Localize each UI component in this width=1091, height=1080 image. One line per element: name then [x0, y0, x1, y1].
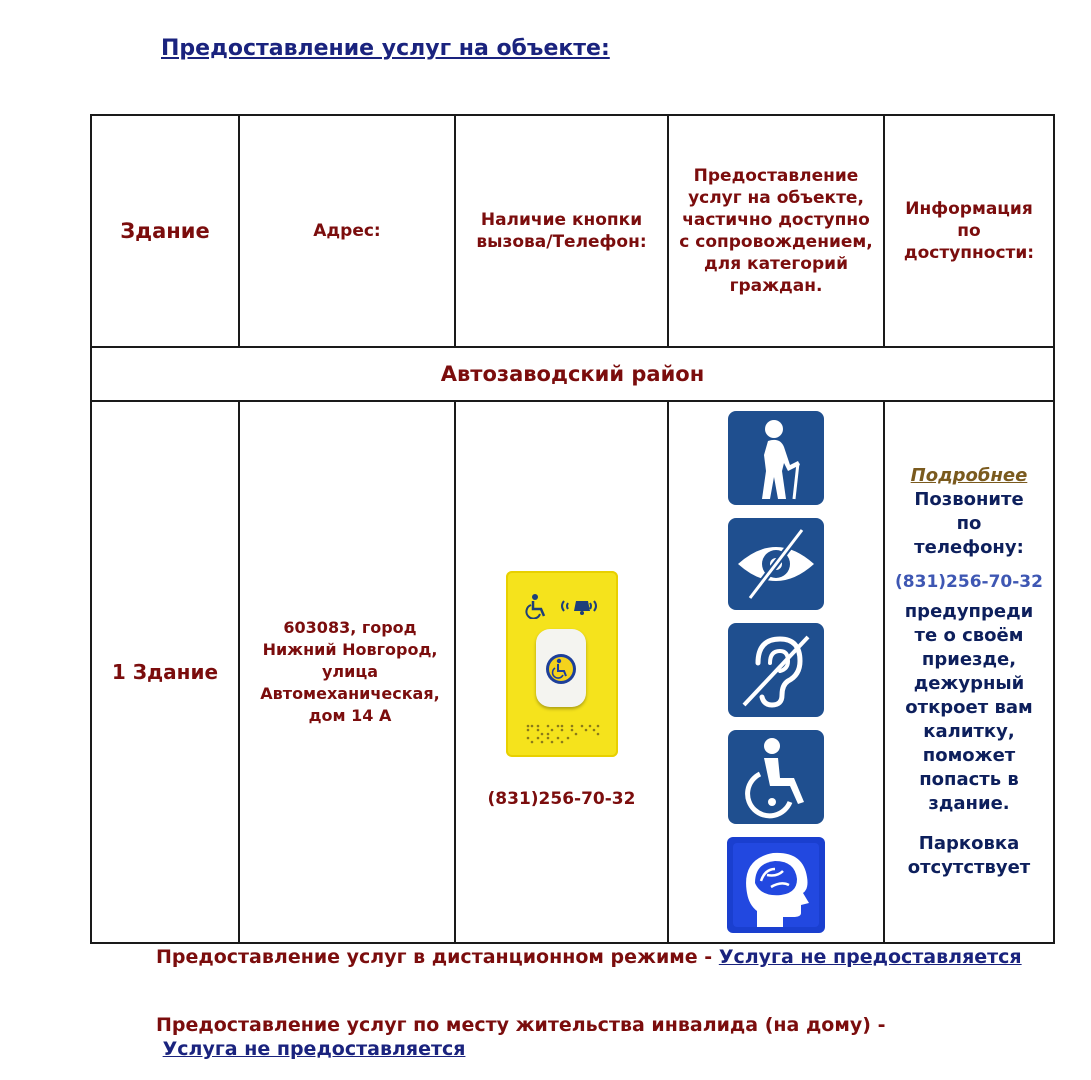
address-line: дом 14 А [308, 706, 392, 725]
header-address: Адрес: [239, 115, 455, 347]
home-service-status[interactable]: Услуга не предоставляется [162, 1038, 466, 1060]
info-line: дежурный [913, 673, 1025, 694]
district-name: Автозаводский район [91, 347, 1054, 401]
more-info-link[interactable]: Подробнее [910, 465, 1028, 486]
home-service-note [156, 1013, 1036, 1061]
remote-service-note [156, 945, 1036, 969]
wheelchair-icon [728, 730, 824, 824]
call-phone: (831)256-70-32 [487, 789, 636, 809]
parking-line: отсутствует [907, 857, 1031, 878]
category-icons-cell [668, 401, 884, 943]
info-line: попасть в [919, 769, 1019, 790]
building-address [239, 401, 455, 943]
call-button-image [506, 571, 618, 757]
address-line: 603083, город [283, 618, 417, 637]
accessibility-info-cell [884, 401, 1054, 943]
info-line: Позвоните [914, 489, 1024, 510]
header-call-button: Наличие кнопки вызова/Телефон: [455, 115, 668, 347]
page-title: Предоставление услуг на объекте: [161, 36, 610, 61]
info-line: по [956, 513, 982, 534]
table-header-row [91, 115, 1054, 347]
address-line: Автомеханическая, [260, 684, 440, 703]
info-line: здание. [928, 793, 1010, 814]
address-line: Нижний Новгород, [262, 640, 438, 659]
table-row [91, 401, 1054, 943]
remote-service-label: Предоставление услуг в дистанционном режиме - [156, 946, 719, 968]
call-button-cell [455, 401, 668, 943]
building-name: 1 Здание [91, 401, 239, 943]
info-line: предупреди [904, 601, 1034, 622]
address-line: улица [321, 662, 378, 681]
header-building: Здание [91, 115, 239, 347]
services-table [90, 114, 1055, 944]
info-line: откроет вам [905, 697, 1033, 718]
info-line: те о своём [914, 625, 1024, 646]
push-button [536, 629, 586, 707]
elderly-person-icon [728, 411, 824, 505]
info-line: калитку, [923, 721, 1015, 742]
parking-line: Парковка [918, 833, 1020, 854]
info-line: телефону: [914, 537, 1024, 558]
info-phone: (831)256-70-32 [895, 572, 1043, 592]
info-line: поможет [922, 745, 1016, 766]
visually-impaired-icon [728, 518, 824, 610]
mental-disability-icon [727, 837, 825, 933]
district-row [91, 347, 1054, 401]
braille-text-icon [524, 721, 604, 745]
remote-service-status[interactable]: Услуга не предоставляется [718, 946, 1022, 968]
info-line: приезде, [921, 649, 1017, 670]
header-accessibility: Информация по доступности: [884, 115, 1054, 347]
header-services: Предоставление услуг на объекте, частично доступно с сопровождением, для категорий граждан. [668, 115, 884, 347]
hearing-impaired-icon [728, 623, 824, 717]
home-service-label: Предоставление услуг по месту жительства инвалида (на дому) - [156, 1014, 886, 1036]
wheelchair-bell-icon [524, 593, 604, 619]
wheelchair-icon [536, 629, 586, 707]
